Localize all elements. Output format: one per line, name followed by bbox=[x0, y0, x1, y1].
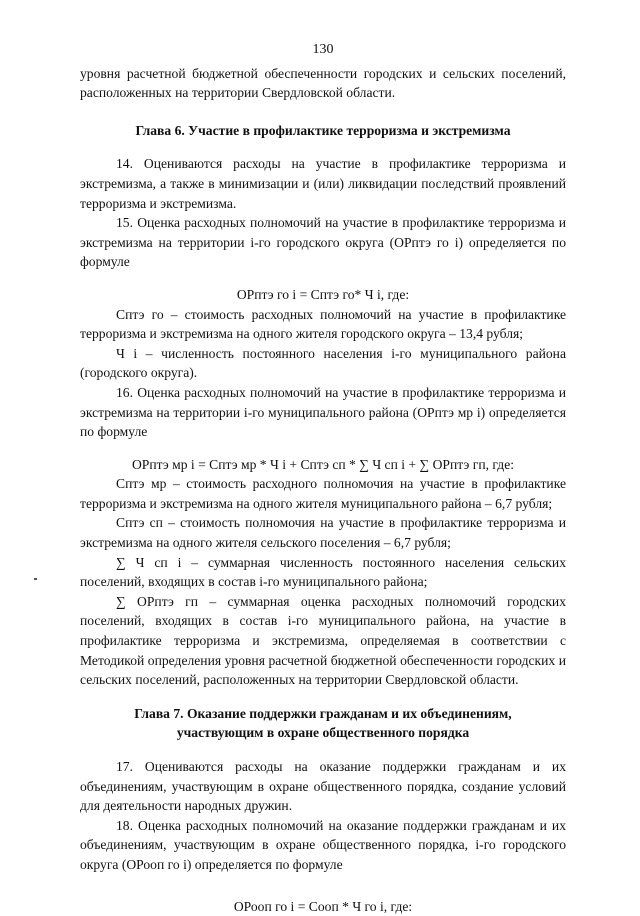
definition-sptemr: Сптэ мр – стоимость расходного полномочия на участие в профилактике терроризма и экстремизма на одного жителя муниципального района – 6,7 рубля; bbox=[80, 476, 566, 511]
intro-paragraph: уровня расчетной бюджетной обеспеченности городских и сельских поселений, расположенных на территории Свердловской области. bbox=[80, 65, 566, 101]
chapter-7-heading-line-1: Глава 7. Оказание поддержки гражданам и их объединениям, bbox=[134, 705, 512, 721]
paragraph-16: 16. Оценка расходных полномочий на участие в профилактике терроризма и экстремизма на территории i-го муниципального района (ОРптэ мр i) определяется по формуле bbox=[80, 384, 566, 440]
margin-mark bbox=[34, 578, 37, 580]
definition-sptesp: Сптэ сп – стоимость полномочия на участие в профилактике терроризма и экстремизма на одного жителя сельского поселения – 6,7 рубля; bbox=[80, 515, 566, 551]
paragraph-15: 15. Оценка расходных полномочий на участие в профилактике терроризма и экстремизма на территории i-го городского округа (ОРптэ го i) определяется по формуле bbox=[80, 215, 566, 270]
formula-15: ОРптэ го i = Cптэ го* Ч i, где: bbox=[236, 286, 410, 302]
chapter-6-heading: Глава 6. Участие в профилактике терроризма и экстремизма bbox=[135, 122, 511, 138]
page-number: 130 bbox=[312, 42, 334, 57]
paragraph-17: 17. Оцениваются расходы на оказание поддержки гражданам и их объединениям, участвующим в охране общественного порядка, создание условий для деятельности народных дружин. bbox=[80, 759, 566, 814]
definition-sum-chsp: ∑ Ч сп i – суммарная численность постоянного населения сельских поселений, входящих в состав i-го муниципального района; bbox=[80, 554, 566, 590]
paragraph-14: 14. Оцениваются расходы на участие в профилактике терроризма и экстремизма, а также в минимизации и (или) ликвидации последствий проявлений терроризма и экстремизма. bbox=[80, 156, 566, 211]
definition-sptego: Сптэ го – стоимость расходных полномочий на участие в профилактике терроризма и экстремизма на одного жителя городского округа – 13,4 рубля; bbox=[80, 306, 566, 342]
chapter-7-heading-line-2: участвующим в охране общественного порядка bbox=[176, 725, 470, 741]
definition-sum-orptegp: ∑ ОРптэ гп – суммарная оценка расходных полномочий городских поселений, входящих в состав i-го муниципального района, на участие в профилактике терроризма и экстремизма, определяемая в соответствии с Методикой определения уровня расчетной бюджетной обеспеченности городских и сельских поселений, расположенных на территории Свердловской области. bbox=[80, 593, 566, 688]
paragraph-18: 18. Оценка расходных полномочий на оказание поддержки гражданам и их объединениям, участвующим в охране общественного порядка, i-го городского округа (ОРооп го i) определяется по формуле bbox=[80, 817, 566, 872]
formula-16: ОРптэ мр i = Cптэ мр * Ч i + Cптэ сп * ∑ Ч сп i + ∑ ОРптэ гп, где: bbox=[131, 456, 515, 472]
formula-18: ОРооп го i = Cооп * Ч го i, где: bbox=[233, 898, 413, 914]
definition-chi: Ч i – численность постоянного населения i-го муниципального района (городского округа). bbox=[80, 345, 566, 381]
